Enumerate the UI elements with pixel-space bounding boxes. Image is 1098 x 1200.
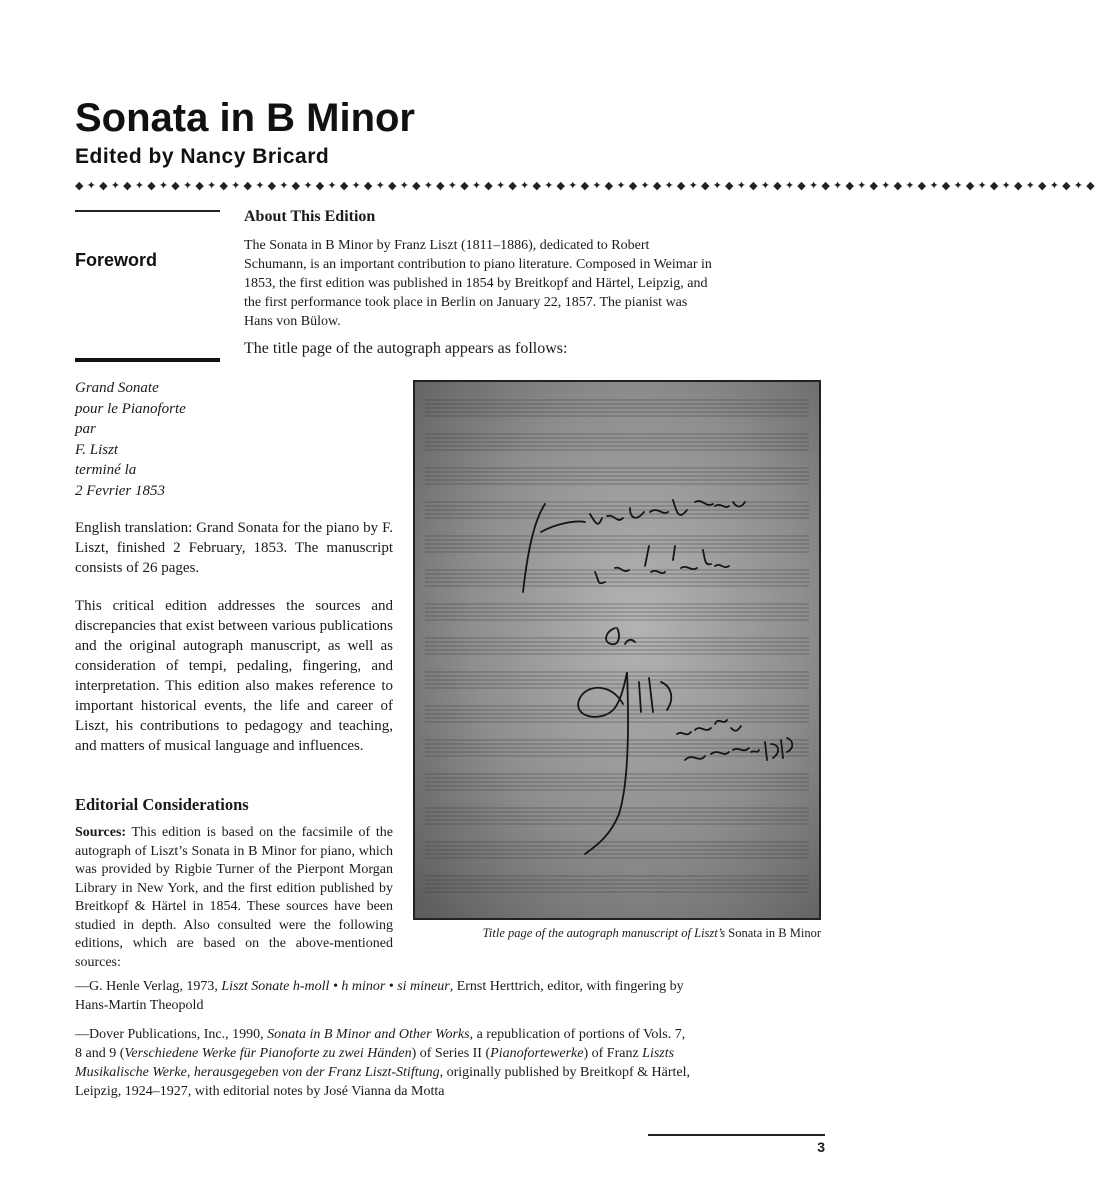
reference-title: Liszt Sonate h-moll • h minor • si mineur xyxy=(221,979,450,994)
critical-edition-paragraph: This critical edition addresses the sources and discrepancies that exist between various publications and the original autograph manuscript, as well as consideration of tempi, pedaling, fingering, and interpretation. This edition also makes reference to important historical events, the life and career of Liszt, his contributions to pedagogy and teaching, and matters of musical language and influences. xyxy=(75,598,393,754)
reference-dover xyxy=(75,1025,695,1101)
about-edition-paragraph: The Sonata in B Minor by Franz Liszt (1811–1886), dedicated to Robert Schumann, is an important contribution to piano literature. Composed in Weimar in 1853, the first edition was published in 1854 by Breitkopf and Härtel, Leipzig, and the first performance took place in Berlin on January 22, 1857. The pianist was Hans von Bülow. xyxy=(244,238,712,329)
page-title: Sonata in B Minor xyxy=(75,96,415,140)
reference-title: Verschiedene Werke für Pianoforte zu zwei Händen xyxy=(124,1046,412,1061)
reference-text: —Dover Publications, Inc., 1990, xyxy=(75,1027,268,1042)
reference-text: , Ernst Herttrich, editor, with fingering by Hans-Martin Theopold xyxy=(75,979,684,1013)
decorative-ornament-rule: ◆✦◆✦◆✦◆✦◆✦◆✦◆✦◆✦◆✦◆✦◆✦◆✦◆✦◆✦◆✦◆✦◆✦◆✦◆✦◆✦◆✦◆✦◆✦◆✦◆✦◆✦◆✦◆✦◆✦◆✦◆✦◆✦◆✦◆✦◆✦◆✦◆✦◆✦◆✦◆✦◆✦◆✦◆ xyxy=(75,179,1098,192)
page-subtitle: Edited by Nancy Bricard xyxy=(75,145,330,168)
reference-henle xyxy=(75,977,695,1015)
page-number: 3 xyxy=(817,1139,825,1155)
footer-rule xyxy=(648,1134,825,1136)
sources-label: Sources: xyxy=(75,825,127,840)
about-edition-heading: About This Edition xyxy=(244,208,376,225)
reference-title: Liszts Musikalische Werke, herausgegeben von der Franz Liszt-Stiftung xyxy=(75,1046,675,1080)
reference-text: ) of Franz xyxy=(583,1046,643,1061)
section-label-foreword: Foreword xyxy=(75,250,158,270)
reference-text: —G. Henle Verlag, 1973, xyxy=(75,979,222,994)
autograph-line: Grand Sonate xyxy=(75,380,159,396)
translation-paragraph: English translation: Grand Sonata for the piano by F. Liszt, finished 2 February, 1853. The manuscript consists of 26 pages. xyxy=(75,520,393,576)
reference-text: , a republication of portions of Vols. 7, 8 and 9 ( xyxy=(75,1027,686,1061)
autograph-manuscript-image xyxy=(413,380,821,920)
figure-caption xyxy=(413,926,821,941)
autograph-line: par xyxy=(75,421,96,437)
reference-title: Sonata in B Minor and Other Works xyxy=(267,1027,470,1042)
sources-text: This edition is based on the facsimile of the autograph of Liszt’s Sonata in B Minor for piano, which was provided by Rigbie Turner of the Pierpont Morgan Library in New York, and the first edition published by Breitkopf & Härtel in 1854. These sources have been studied in depth. Also consulted were the following editions, which are based on the above-mentioned sources: xyxy=(75,825,393,970)
section-rule-top xyxy=(75,210,220,212)
autograph-line: F. Liszt xyxy=(75,441,119,458)
title-page-intro: The title page of the autograph appears as follows: xyxy=(244,340,568,357)
caption-italic: Title page of the autograph manuscript of Liszt’s xyxy=(482,926,726,940)
autograph-title-transcription xyxy=(75,378,186,501)
reference-title: Pianofortewerke xyxy=(490,1046,584,1061)
section-rule-bottom xyxy=(75,358,220,362)
autograph-line: terminé la xyxy=(75,462,137,478)
autograph-line: 2 Fevrier 1853 xyxy=(75,482,165,499)
reference-text: , originally published by Breitkopf & Härtel, Leipzig, 1924–1927, with editorial notes by José Vianna da Motta xyxy=(75,1065,691,1099)
manuscript-facsimile xyxy=(415,382,819,918)
reference-text: ) of Series II ( xyxy=(411,1046,491,1061)
sources-paragraph xyxy=(75,824,393,972)
autograph-line: pour le Pianoforte xyxy=(75,400,186,417)
caption-plain: Sonata in B Minor xyxy=(725,926,821,940)
editorial-considerations-heading: Editorial Considerations xyxy=(75,795,249,814)
